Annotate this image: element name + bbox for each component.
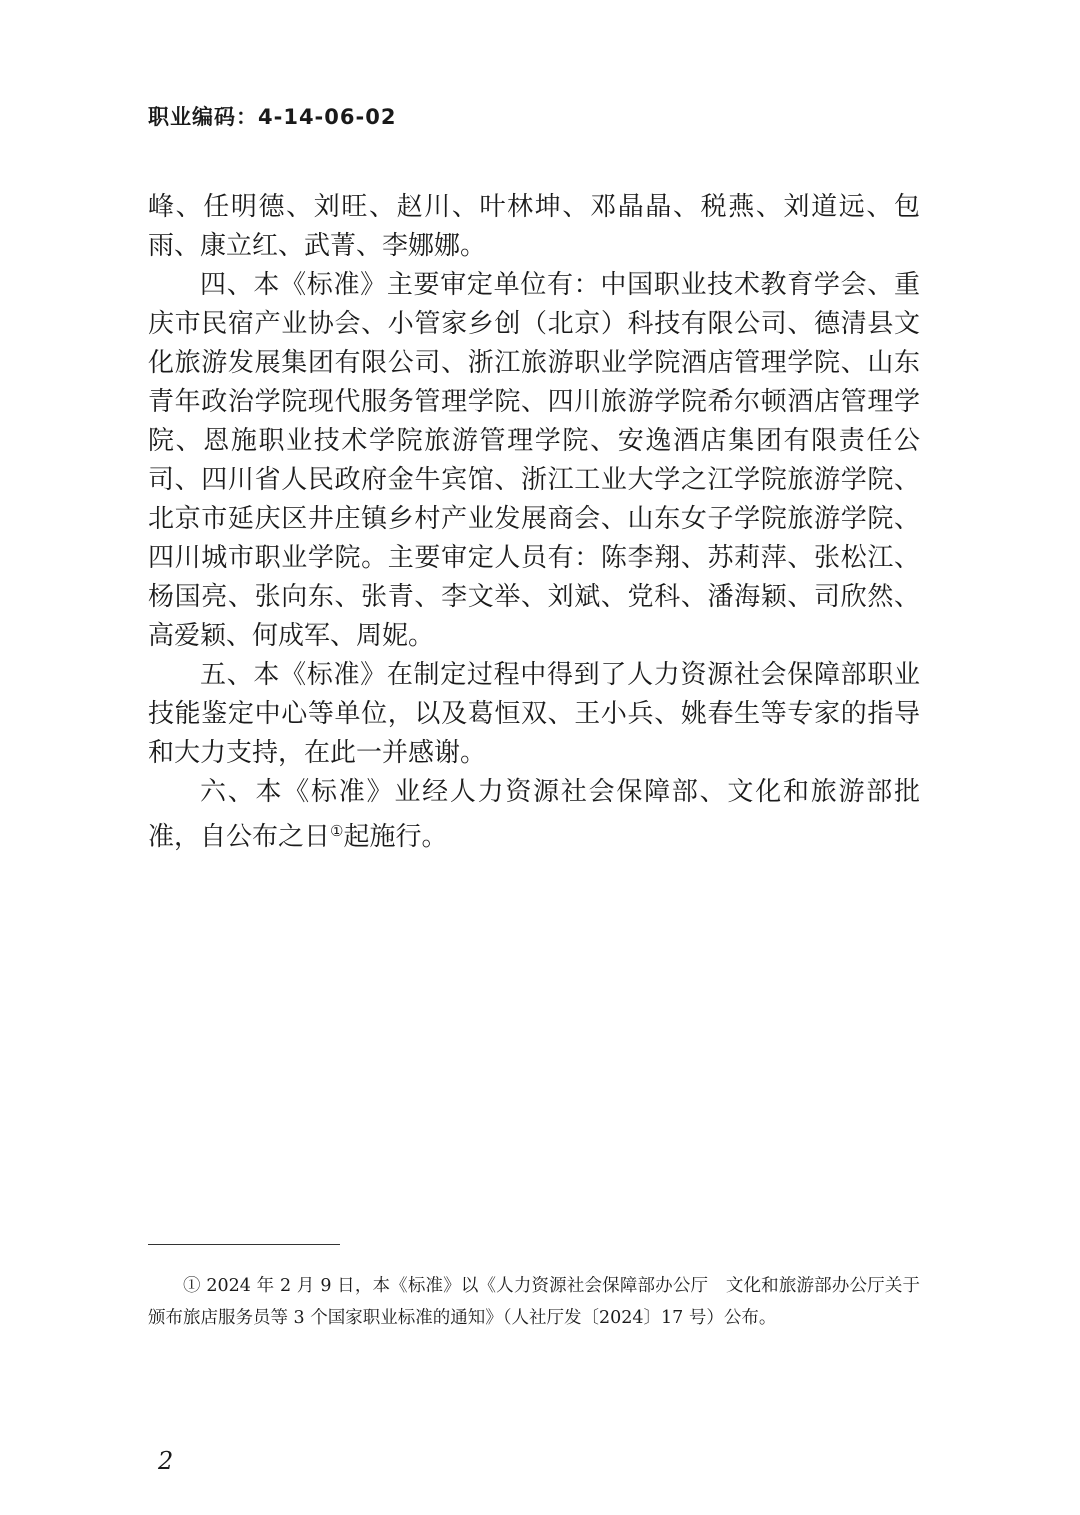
paragraph-5: 五、本《标准》在制定过程中得到了人力资源社会保障部职业技能鉴定中心等单位，以及葛恒双、王小兵、姚春生等专家的指导和大力支持，在此一并感谢。: [148, 660, 920, 768]
paragraph-6-text: 六、本《标准》业经人力资源社会保障部、文化和旅游部批准，自公布之日: [148, 777, 920, 852]
footnote-mark: ①: [183, 1276, 201, 1296]
footnote: [148, 1270, 920, 1334]
paragraph-continued: 峰、任明德、刘旺、赵川、叶林坤、邓晶晶、税燕、刘道远、包雨、康立红、武菁、李娜娜。: [148, 192, 920, 261]
occupation-code: 职业编码：4-14-06-02: [148, 105, 397, 129]
paragraph-6: [148, 773, 920, 857]
footnote-text: 2024 年 2 月 9 日，本《标准》以《人力资源社会保障部办公厅 文化和旅游部办公厅关于颁布旅店服务员等 3 个国家职业标准的通知》（人社厅发〔2024〕17 号）公布。: [148, 1276, 920, 1328]
paragraph-4: 四、本《标准》主要审定单位有：中国职业技术教育学会、重庆市民宿产业协会、小管家乡创（北京）科技有限公司、德清县文化旅游发展集团有限公司、浙江旅游职业学院酒店管理学院、山东青年政治学院现代服务管理学院、四川旅游学院希尔顿酒店管理学院、恩施职业技术学院旅游管理学院、安逸酒店集团有限责任公司、四川省人民政府金牛宾馆、浙江工业大学之江学院旅游学院、北京市延庆区井庄镇乡村产业发展商会、山东女子学院旅游学院、四川城市职业学院。主要审定人员有：陈李翔、苏莉萍、张松江、杨国亮、张向东、张青、李文举、刘斌、党科、潘海颖、司欣然、高爱颖、何成军、周妮。: [148, 270, 920, 651]
footnote-reference: ①: [330, 822, 344, 840]
page-number: 2: [158, 1447, 174, 1475]
paragraph-6-text-end: 起施行。: [343, 822, 448, 852]
footnote-divider: [148, 1244, 340, 1245]
body-text: [148, 188, 920, 857]
